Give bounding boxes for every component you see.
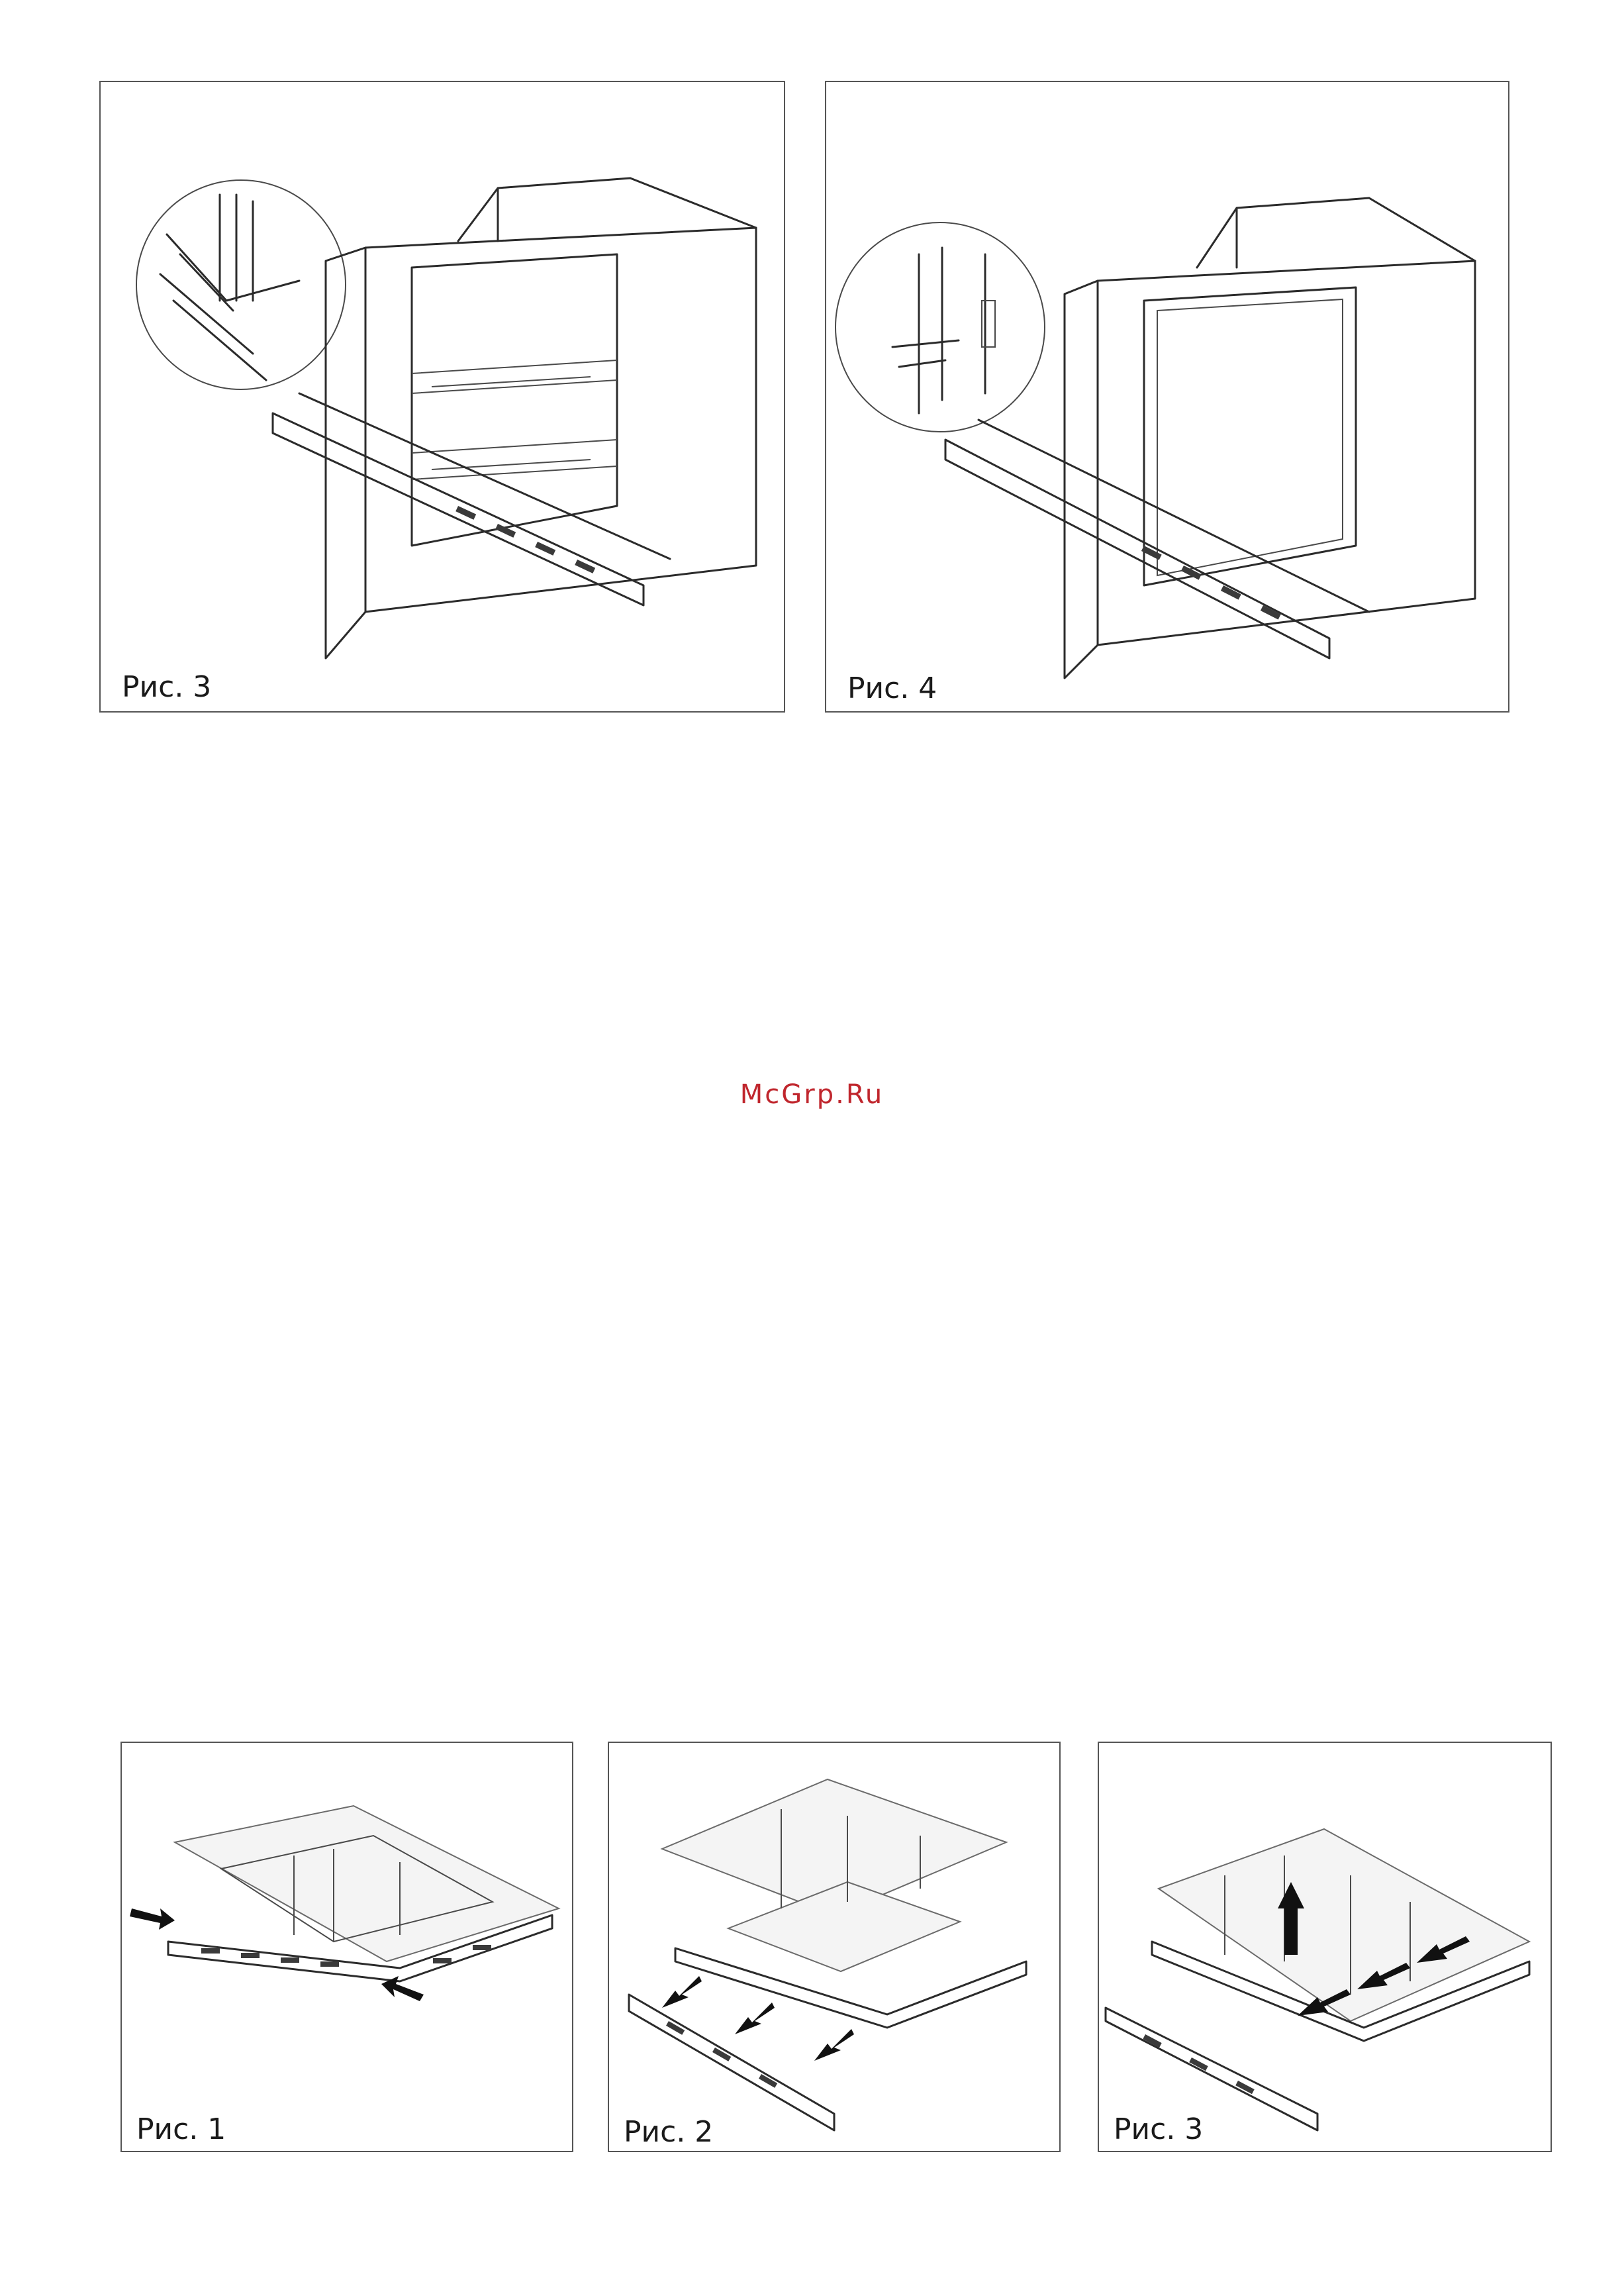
oven-door-removed: [945, 440, 1329, 658]
door-clips-drawing: [122, 1743, 573, 2152]
figure-caption: Рис. 3: [1108, 2115, 1208, 2144]
remove-strip-drawing: [609, 1743, 1061, 2152]
figure-oven-racks: [99, 81, 785, 713]
oven-racks-drawing: [101, 82, 785, 713]
slide-arrow-3: [814, 2029, 854, 2061]
figure-door-clips: [120, 1742, 573, 2152]
figure-remove-glass: [1098, 1742, 1552, 2152]
figure-caption: Рис. 4: [842, 674, 942, 703]
figure-caption: Рис. 1: [131, 2115, 231, 2144]
remove-glass-drawing: [1099, 1743, 1552, 2152]
slide-arrow-1: [662, 1976, 702, 2008]
removed-top-strip: [629, 1995, 834, 2130]
figure-caption: Рис. 2: [618, 2118, 718, 2147]
figure-oven-door: [825, 81, 1509, 713]
hinge-detail-circle: [836, 223, 1045, 432]
watermark: McGrp.Ru: [740, 1079, 884, 1110]
slide-arrow-2: [735, 2003, 775, 2034]
inner-glass-panel: [728, 1882, 960, 1971]
figure-remove-strip: [608, 1742, 1061, 2152]
oven-front-frame: [365, 228, 756, 612]
oven-door-drawing: [826, 82, 1509, 713]
figure-caption: Рис. 3: [117, 673, 216, 702]
door-glass: [175, 1806, 559, 1961]
press-arrow-left: [130, 1908, 175, 1930]
oven-front-frame: [1098, 261, 1475, 645]
